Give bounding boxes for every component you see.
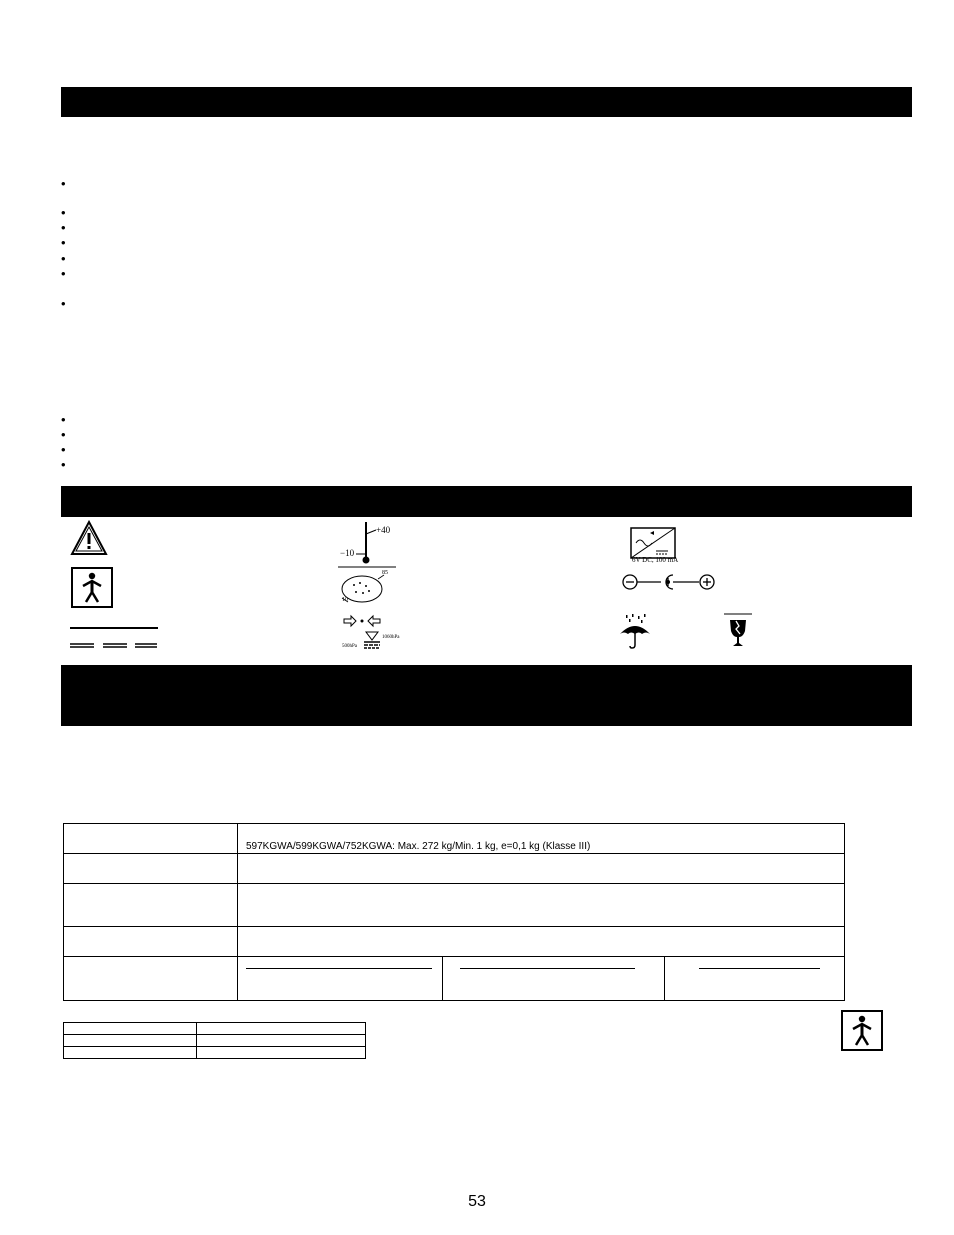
- capacity-value-cell: 597KGWA/599KGWA/752KGWA: Max. 272 kg/Min. 1 kg, e=0,1 kg (Klasse III): [238, 824, 845, 854]
- table-cell: [443, 957, 665, 1001]
- table-cell: [197, 1035, 366, 1047]
- humidity-low-label: 10: [342, 597, 348, 603]
- table-cell: [64, 1023, 197, 1035]
- table-cell: [64, 927, 238, 957]
- temperature-limit-icon: [336, 520, 398, 568]
- dc-current-icon: [70, 626, 158, 650]
- warning-triangle-icon: [70, 520, 108, 556]
- fragile-glass-icon: [722, 613, 754, 649]
- humidity-limit-icon: [338, 569, 398, 605]
- page-number: 53: [468, 1193, 486, 1210]
- table-row: [64, 884, 845, 927]
- table-cell: [64, 957, 238, 1001]
- header-underline: [460, 968, 635, 969]
- table-cell: [665, 957, 845, 1001]
- table-cell: [238, 957, 443, 1001]
- table-cell: [64, 824, 238, 854]
- humidity-high-label: 85: [382, 570, 388, 576]
- table-cell: [64, 884, 238, 927]
- type-bf-applied-part-icon: [71, 567, 113, 608]
- section-header-bar-1: [61, 87, 912, 117]
- pressure-low-label: 500hPa: [342, 644, 357, 649]
- table-row: [64, 927, 845, 957]
- bullet-marker: •: [61, 457, 66, 472]
- table-cell: [238, 854, 845, 884]
- section-header-bar-2: [61, 486, 912, 517]
- table-row: [64, 854, 845, 884]
- table-row: [64, 957, 845, 1001]
- table-cell: [238, 884, 845, 927]
- table-row: [64, 1023, 366, 1035]
- specification-table: [63, 823, 845, 1001]
- bullet-marker: •: [61, 235, 66, 250]
- power-supply-icon: [630, 527, 679, 564]
- section-header-bar-3: [61, 665, 912, 726]
- power-rating-label: 6V DC, 100 mA: [632, 556, 679, 564]
- table-row: [64, 824, 845, 854]
- keep-dry-umbrella-icon: [618, 614, 652, 650]
- table-cell: [197, 1023, 366, 1035]
- bullet-marker: •: [61, 412, 66, 427]
- table-cell: [197, 1047, 366, 1059]
- bullet-marker: •: [61, 296, 66, 311]
- type-bf-applied-part-icon: [841, 1010, 883, 1051]
- bullet-marker: •: [61, 442, 66, 457]
- header-underline: [246, 968, 432, 969]
- pressure-high-label: 1060hPa: [382, 635, 400, 640]
- temperature-high-label: +40: [376, 525, 391, 535]
- bullet-marker: •: [61, 220, 66, 235]
- header-underline: [699, 968, 820, 969]
- bullet-marker: •: [61, 251, 66, 266]
- table-cell: [64, 1047, 197, 1059]
- bullet-marker: •: [61, 427, 66, 442]
- bullet-marker: •: [61, 176, 66, 191]
- temperature-low-label: −10: [340, 548, 355, 558]
- table-cell: [64, 1035, 197, 1047]
- polarity-icon: [621, 573, 717, 591]
- pressure-limit-icon: [340, 614, 410, 654]
- table-cell: [238, 927, 845, 957]
- small-table: [63, 1022, 366, 1059]
- bullet-marker: •: [61, 266, 66, 281]
- table-row: [64, 1035, 366, 1047]
- bullet-marker: •: [61, 205, 66, 220]
- table-row: [64, 1047, 366, 1059]
- table-cell: [64, 854, 238, 884]
